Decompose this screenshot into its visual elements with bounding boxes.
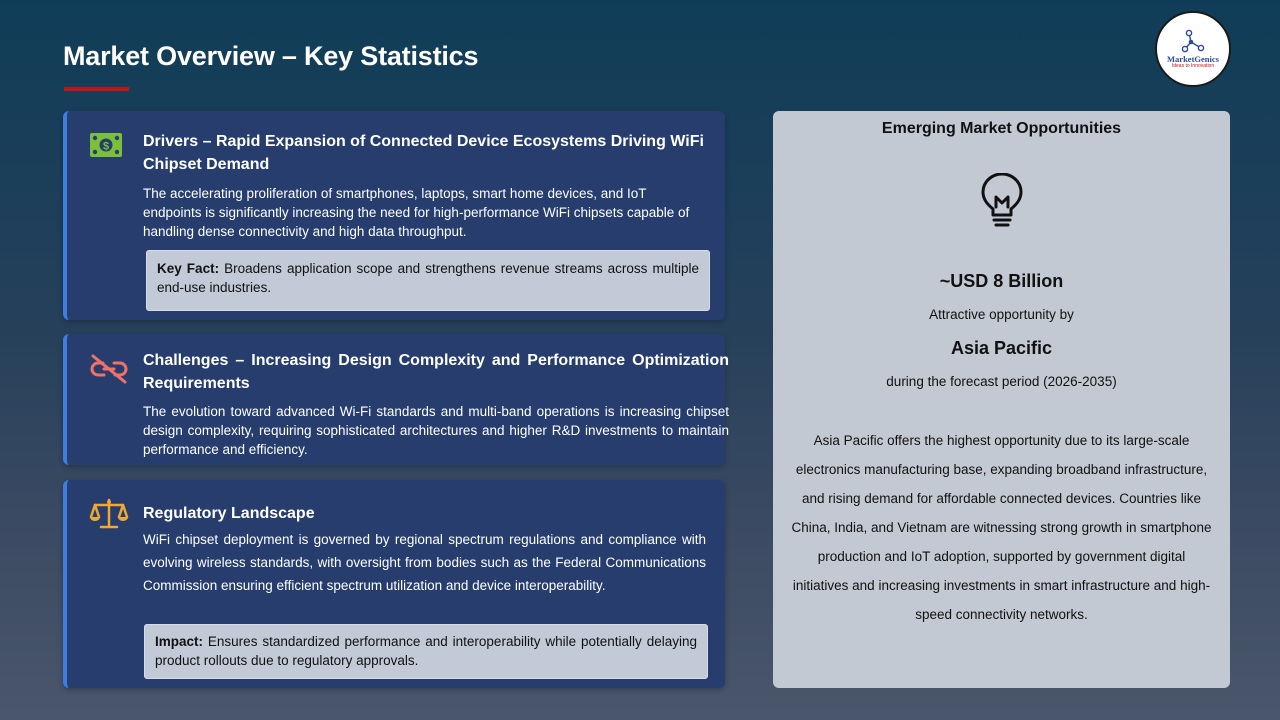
challenges-card: [63, 334, 729, 465]
regulatory-body: WiFi chipset deployment is governed by regional spectrum regulations and compliance with evolving wireless standards, with oversight from bodies such as the Federal Communications Commission ensuring efficient spectrum utilization and device interoperability.: [143, 532, 706, 593]
scales-icon: [89, 498, 129, 530]
opportunity-line-1: Attractive opportunity by: [929, 307, 1074, 322]
logo-tagline: Ideas to Innovation: [1171, 63, 1215, 70]
challenges-heading: Challenges – Increasing Design Complexity and Performance Optimization Requirements: [143, 352, 729, 392]
page-title: Market Overview – Key Statistics: [63, 41, 479, 71]
drivers-heading: Drivers – Rapid Expansion of Connected Device Ecosystems Driving WiFi Chipset Demand: [143, 133, 704, 173]
impact-box: [144, 624, 708, 679]
impact-text: Ensures standardized performance and interoperability while potentially delaying product rollouts due to regulatory approvals.: [155, 634, 697, 668]
molecule-icon: [1181, 29, 1205, 53]
opportunity-heading: Emerging Market Opportunities: [881, 120, 1122, 137]
regulatory-card: [63, 480, 725, 688]
challenges-body: The evolution toward advanced Wi-Fi standards and multi-band operations is increasing chipset design complexity, requiring sophisticated architectures and higher R&D investments to maintain performance and efficiency.: [143, 404, 729, 457]
opportunity-region: Asia Pacific: [950, 338, 1053, 358]
money-icon: [89, 132, 123, 158]
opportunity-amount: ~USD 8 Billion: [939, 271, 1064, 291]
logo-name: MarketGenics: [1167, 53, 1219, 64]
opportunity-line-2: during the forecast period (2026-2035): [886, 374, 1117, 389]
title-underline: [64, 87, 129, 91]
key-fact-label: Key Fact:: [157, 261, 220, 276]
key-fact-box: [146, 250, 710, 311]
lightbulb-icon: [979, 173, 1025, 229]
broken-link-icon: [89, 354, 129, 384]
svg-text:$: $: [102, 140, 110, 153]
opportunity-panel: [773, 111, 1230, 688]
company-logo: [1155, 11, 1231, 87]
drivers-body: The accelerating proliferation of smartphones, laptops, smart home devices, and IoT endpoints is significantly increasing the need for high-performance WiFi chipsets capable of handling dense connectivity and high data throughput.: [143, 186, 690, 239]
key-fact-text: Broadens application scope and strengthens revenue streams across multiple end-use industries.: [157, 261, 699, 295]
impact-label: Impact:: [155, 634, 204, 649]
opportunity-description: Asia Pacific offers the highest opportunity due to its large-scale electronics manufacturing base, expanding broadband infrastructure, and rising demand for affordable connected devices. Countries like China, India, and Vietnam are witnessing strong growth in smartphone production and IoT adoption, supported by government digital initiatives and increasing investments in smart infrastructure and high-speed connectivity networks.: [791, 433, 1212, 622]
drivers-card: [63, 111, 725, 320]
regulatory-heading: Regulatory Landscape: [143, 505, 315, 522]
